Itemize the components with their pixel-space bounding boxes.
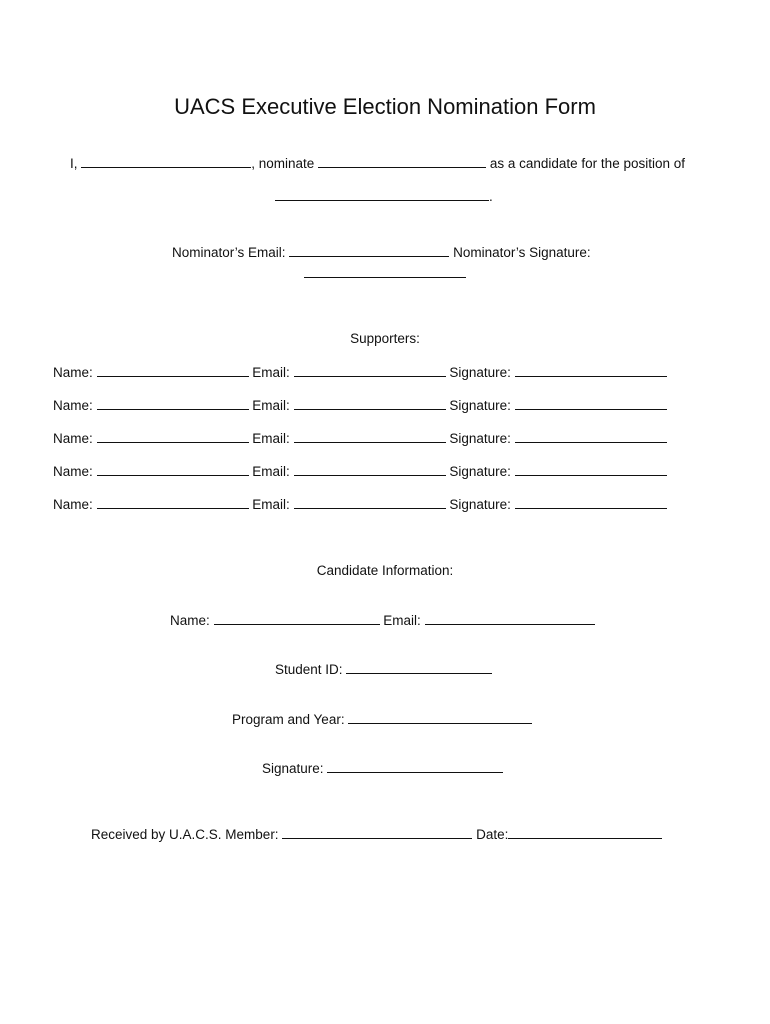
student-id-label: Student ID: (275, 662, 343, 677)
nominator-row (172, 244, 591, 261)
receipt-row (91, 826, 662, 843)
supporter-row (53, 397, 667, 414)
supporter-name-field[interactable] (97, 397, 249, 410)
position-line (275, 188, 493, 205)
supporter-email-label: Email: (252, 431, 290, 446)
program-year-label: Program and Year: (232, 712, 345, 727)
supporter-row (53, 496, 667, 513)
supporter-name-field[interactable] (97, 496, 249, 509)
supporter-email-field[interactable] (294, 397, 446, 410)
candidate-heading: Candidate Information: (316, 563, 454, 578)
nominator-signature-field[interactable] (304, 277, 466, 278)
supporter-signature-label: Signature: (449, 464, 511, 479)
supporter-signature-label: Signature: (449, 365, 511, 380)
supporter-row (53, 364, 667, 381)
supporter-signature-field[interactable] (515, 364, 667, 377)
supporter-email-field[interactable] (294, 430, 446, 443)
candidate-name-field[interactable] (214, 612, 380, 625)
nominator-signature-label: Nominator’s Signature: (453, 245, 591, 260)
supporter-row (53, 463, 667, 480)
nominator-email-field[interactable] (289, 244, 449, 257)
nominator-email-label: Nominator’s Email: (172, 245, 286, 260)
supporter-name-field[interactable] (97, 430, 249, 443)
supporter-email-label: Email: (252, 464, 290, 479)
nominee-name-field[interactable] (318, 155, 486, 168)
supporter-email-field[interactable] (294, 364, 446, 377)
supporter-name-label: Name: (53, 497, 93, 512)
position-period: . (489, 189, 493, 204)
candidate-name-label: Name: (170, 613, 210, 628)
candidate-signature-label: Signature: (262, 761, 324, 776)
candidate-email-label: Email: (383, 613, 421, 628)
nomination-sentence (70, 155, 685, 172)
position-field[interactable] (275, 188, 489, 201)
nominate-text: , nominate (251, 156, 315, 171)
candidate-name-email-row (170, 612, 595, 629)
candidate-signature-row (262, 760, 503, 777)
supporter-email-label: Email: (252, 398, 290, 413)
form-title: UACS Executive Election Nomination Form (174, 94, 596, 119)
supporter-email-field[interactable] (294, 463, 446, 476)
candidate-signature-field[interactable] (327, 760, 503, 773)
supporter-name-field[interactable] (97, 364, 249, 377)
supporter-name-label: Name: (53, 365, 93, 380)
date-label: Date: (476, 827, 509, 842)
received-by-label: Received by U.A.C.S. Member: (91, 827, 279, 842)
nominator-name-field[interactable] (81, 155, 251, 168)
supporter-email-label: Email: (252, 365, 290, 380)
supporter-name-label: Name: (53, 464, 93, 479)
supporter-signature-label: Signature: (449, 497, 511, 512)
program-year-field[interactable] (348, 711, 532, 724)
supporter-signature-field[interactable] (515, 397, 667, 410)
candidate-position-text: as a candidate for the position of (489, 156, 685, 171)
supporter-name-label: Name: (53, 398, 93, 413)
supporter-signature-field[interactable] (515, 430, 667, 443)
student-id-field[interactable] (346, 661, 492, 674)
supporter-signature-field[interactable] (515, 463, 667, 476)
candidate-email-field[interactable] (425, 612, 595, 625)
date-field[interactable] (508, 826, 662, 839)
supporter-signature-field[interactable] (515, 496, 667, 509)
supporter-signature-label: Signature: (449, 398, 511, 413)
supporters-heading: Supporters: (350, 331, 420, 346)
received-by-field[interactable] (282, 826, 472, 839)
supporter-email-label: Email: (252, 497, 290, 512)
supporter-signature-label: Signature: (449, 431, 511, 446)
supporter-email-field[interactable] (294, 496, 446, 509)
nomination-prefix: I, (70, 156, 78, 171)
supporter-name-field[interactable] (97, 463, 249, 476)
program-year-row (232, 711, 532, 728)
student-id-row (275, 661, 492, 678)
supporter-name-label: Name: (53, 431, 93, 446)
supporter-row (53, 430, 667, 447)
